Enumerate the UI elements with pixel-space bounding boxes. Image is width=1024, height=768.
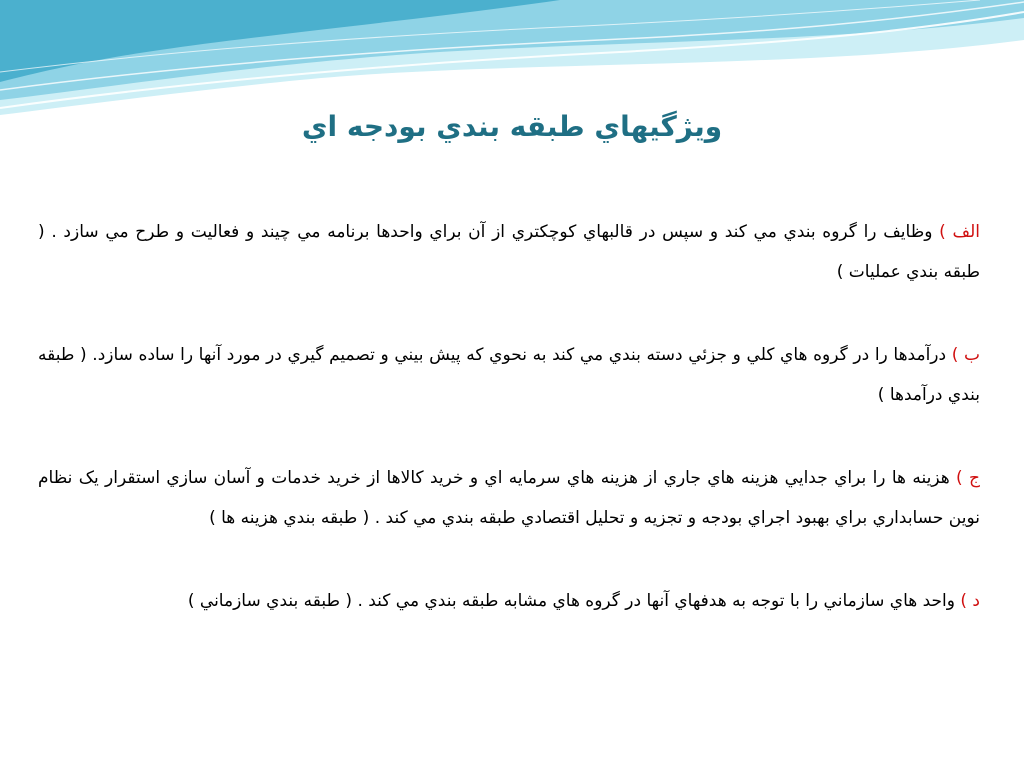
paragraph-dal [38, 581, 980, 621]
wave-header-decoration [0, 0, 1024, 120]
slide-content [38, 212, 980, 664]
paragraph-text: وظايف را گروه بندي مي كند و سپس در قالبهاي كوچكتري از آن براي واحدها برنامه مي چيند و فعاليت و طرح مي سازد . ( طبقه بندي عمليات ) [38, 222, 980, 282]
paragraph-label: د ) [960, 591, 980, 611]
paragraph-be [38, 335, 980, 415]
paragraph-label: ب ) [951, 345, 980, 365]
paragraph-jim [38, 458, 980, 538]
paragraph-label: ج ) [956, 468, 980, 488]
paragraph-text: درآمدها را در گروه هاي كلي و جزئي دسته بندي مي كند به نحوي كه پيش بيني و تصميم گيري در مورد آنها را ساده سازد. ( طبقه بندي درآمدها ) [38, 345, 980, 405]
paragraph-text: هزينه ها را براي جدايي هزينه هاي جاري از هزينه هاي سرمايه اي و خريد كالاها از خريد خدمات و آسان سازي استقرار يک نظام نوين حسابداري براي بهبود اجراي بودجه و تجزيه و تحليل اقتصادي طبقه بندي مي كند . ( طبقه بندي هزينه ها ) [38, 468, 980, 528]
paragraph-alef [38, 212, 980, 292]
paragraph-label: الف ) [939, 222, 980, 242]
slide-title: ويژگيهاي طبقه بندي بودجه اي [301, 110, 723, 143]
paragraph-text: واحد هاي سازماني را با توجه به هدفهاي آنها در گروه هاي مشابه طبقه بندي مي كند . ( طبقه بندي سازماني ) [187, 591, 961, 611]
